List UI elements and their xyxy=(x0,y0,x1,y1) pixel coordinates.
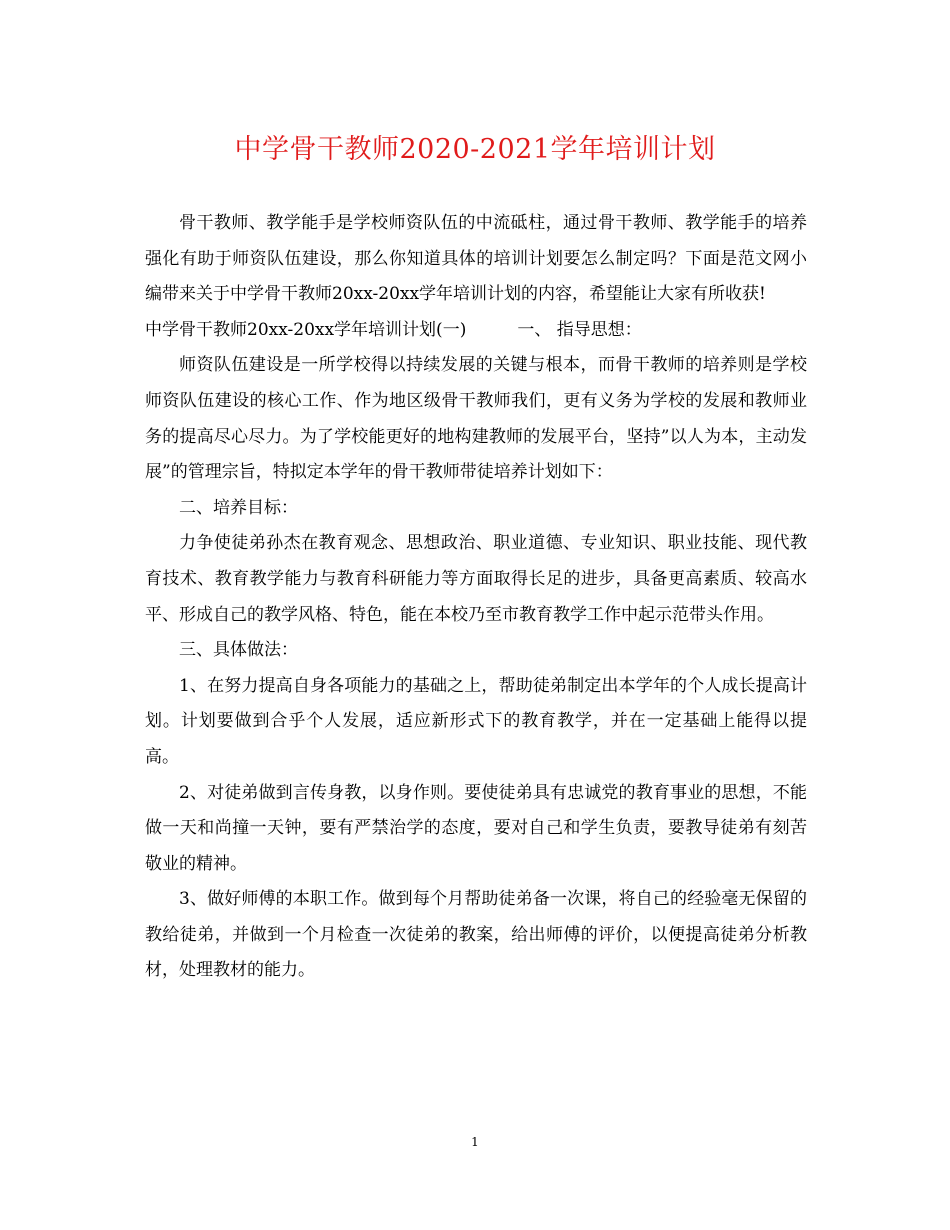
section-heading: 二、培养目标： xyxy=(179,497,298,518)
paragraph: 2、对徒弟做到言传身教，以身作则。要使徒弟具有忠诚党的教育事业的思想，不能做一天和尚撞一天钟，要有严禁治学的态度，要对自己和学生负责，要教导徒弟有刻苦敬业的精神。 xyxy=(145,782,807,874)
paragraph: 力争使徒弟孙杰在教育观念、思想政治、职业道德、专业知识、职业技能、现代教育技术、教育教学能力与教育科研能力等方面取得长足的进步，具备更高素质、较高水平、形成自己的教学风格、特色，能在本校乃至市教育教学工作中起示范带头作用。 xyxy=(145,533,807,625)
paragraph: 中学骨干教师20xx-20xx学年培训计划(一) 一、 指导思想： xyxy=(145,319,642,340)
paragraph: 1、在努力提高自身各项能力的基础之上，帮助徒弟制定出本学年的个人成长提高计划。计划要做到合乎个人发展，适应新形式下的教育教学，并在一定基础上能得以提高。 xyxy=(145,675,807,767)
paragraph: 3、做好师傅的本职工作。做到每个月帮助徒弟备一次课，将自己的经验毫无保留的教给徒弟，并做到一个月检查一次徒弟的教案，给出师傅的评价，以便提高徒弟分析教材，处理教材的能力。 xyxy=(145,889,807,981)
paragraph: 骨干教师、教学能手是学校师资队伍的中流砥柱，通过骨干教师、教学能手的培养强化有助于师资队伍建设，那么你知道具体的培训计划要怎么制定吗？下面是范文网小编带来关于中学骨干教师20xx-20xx学年培训计划的内容，希望能让大家有所收获! xyxy=(145,213,807,305)
page-number: 1 xyxy=(471,1135,479,1149)
document-body xyxy=(145,206,807,989)
document-title: 中学骨干教师2020-2021学年培训计划 xyxy=(234,134,716,165)
paragraph: 师资队伍建设是一所学校得以持续发展的关键与根本，而骨干教师的培养则是学校师资队伍建设的核心工作、作为地区级骨干教师我们，更有义务为学校的发展和教师业务的提高尽心尽力。为了学校能更好的地构建教师的发展平台，坚持”以人为本，主动发展”的管理宗旨，特拟定本学年的骨干教师带徒培养计划如下： xyxy=(145,355,807,483)
section-heading: 三、具体做法： xyxy=(179,640,298,661)
